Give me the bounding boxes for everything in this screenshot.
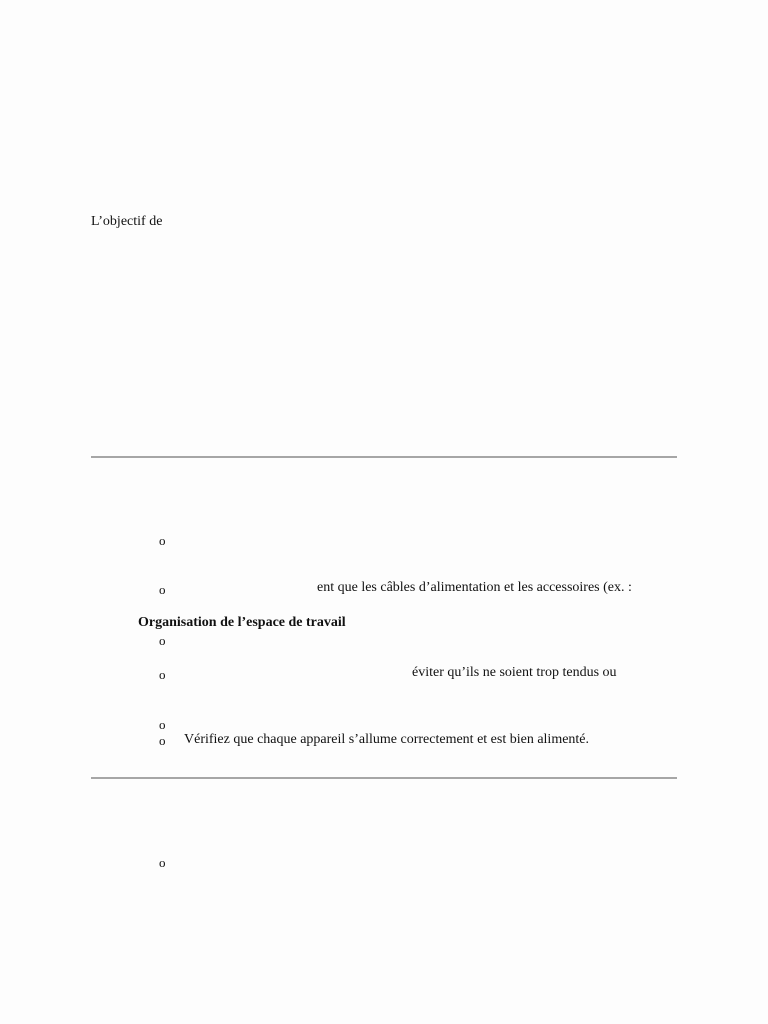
bullet-circle-icon: o [159,733,166,748]
list-item-cables-text: ent que les câbles d’alimentation et les accessoires (ex. : [317,580,632,595]
bullet-circle-icon: o [159,855,166,870]
bullet-circle-icon: o [159,582,166,597]
list-item-power-check-text: Vérifiez que chaque appareil s’allume correctement et est bien alimenté. [184,732,590,747]
horizontal-rule-top [91,456,677,458]
bullet-circle-icon: o [159,533,166,548]
horizontal-rule-bottom [91,777,677,779]
bullet-circle-icon: o [159,667,166,682]
bullet-circle-icon: o [159,717,166,732]
intro-text: L’objectif de [91,214,163,229]
bullet-circle-icon: o [159,633,166,648]
section-heading-workspace: Organisation de l’espace de travail [138,615,346,630]
list-item-tension-text: éviter qu’ils ne soient trop tendus ou [412,665,617,680]
